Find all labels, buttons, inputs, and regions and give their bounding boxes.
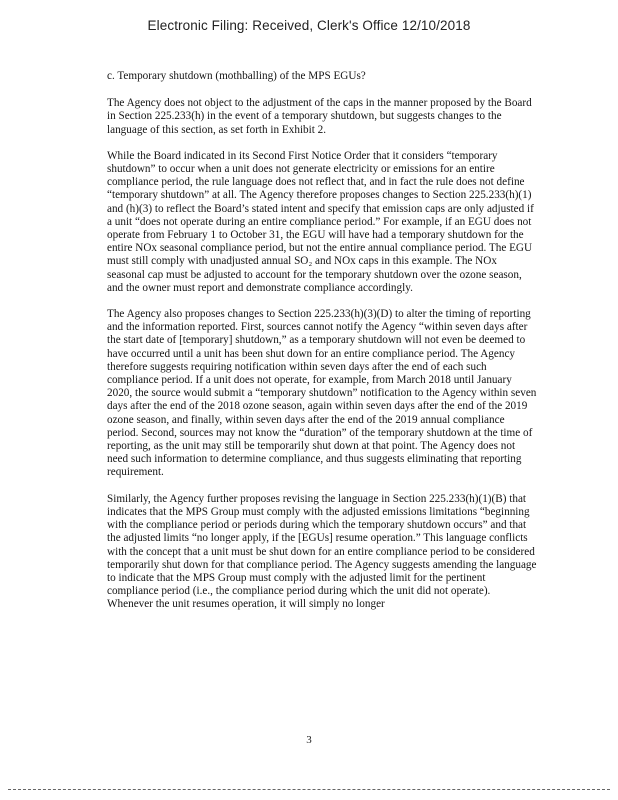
paragraph: Similarly, the Agency further proposes revising the language in Section 225.233(h)(1)(B) that indicates that the MPS Group must comply with the adjusted emissions limitations “beginning with the compliance period or periods during which the temporary shutdown occurs” and that the adjusted limits “no longer apply, if the [EGUs] resume operation.” This language conflicts with the concept that a unit must be shut down for an entire compliance period to be considered temporarily shut down for that compliance period. The Agency suggests amending the language to indicate that the MPS Group must comply with the adjusted limit for the pertinent compliance period (i.e., the compliance period during which the unit did not operate). Whenever the unit resumes operation, it will simply no longer bbox=[107, 492, 537, 611]
paragraph: While the Board indicated in its Second First Notice Order that it considers “temporary shutdown” to occur when a unit does not generate electricity or emissions for an entire compliance period, the rule language does not reflect that, and in fact the rule does not define “temporary shutdown” at all. The Agency therefore proposes changes to Section 225.233(h)(1) and (h)(3) to reflect the Board’s stated intent and specify that emission caps are only adjusted if a unit “does not operate during an entire compliance period.” For example, if an EGU does not operate from February 1 to October 31, the EGU will have had a temporary shutdown for the entire NOx seasonal compliance period, but not the entire annual compliance period. The EGU must still comply with unadjusted annual SO₂ and NOx caps in this example. The NOx seasonal cap must be adjusted to account for the temporary shutdown over the ozone season, and the owner must report and demonstrate compliance accordingly. bbox=[107, 149, 534, 294]
footer-divider bbox=[8, 789, 610, 790]
filing-stamp: Electronic Filing: Received, Clerk's Office 12/10/2018 bbox=[147, 18, 471, 33]
page-number: 3 bbox=[306, 734, 312, 746]
paragraph: The Agency also proposes changes to Section 225.233(h)(3)(D) to alter the timing of reporting and the information reported. First, sources cannot notify the Agency “within seven days after the start date of [temporary] shutdown,” as a temporary shutdown will not even be deemed to have occurred until a unit has been shut down for an entire compliance period. The Agency therefore suggests requiring notification within seven days after the end of each such compliance period. If a unit does not operate, for example, from March 2018 until January 2020, the source would submit a “temporary shutdown” notification to the Agency within seven days after the end of the 2018 ozone season, again within seven days after the end of the 2019 ozone season, and finally, within seven days after the end of the 2019 annual compliance period. Second, sources may not know the “duration” of the temporary shutdown at the time of reporting, as the unit may still be temporarily shut down at that point. The Agency does not need such information to determine compliance, and thus suggests eliminating that reporting requirement. bbox=[107, 308, 537, 479]
paragraph: The Agency does not object to the adjustment of the caps in the manner proposed by the Board in Section 225.233(h) in the event of a temporary shutdown, but suggests changes to the language of this section, as set forth in Exhibit 2. bbox=[107, 97, 532, 136]
document-body bbox=[107, 70, 537, 612]
section-heading: c. Temporary shutdown (mothballing) of the MPS EGUs? bbox=[107, 70, 366, 82]
